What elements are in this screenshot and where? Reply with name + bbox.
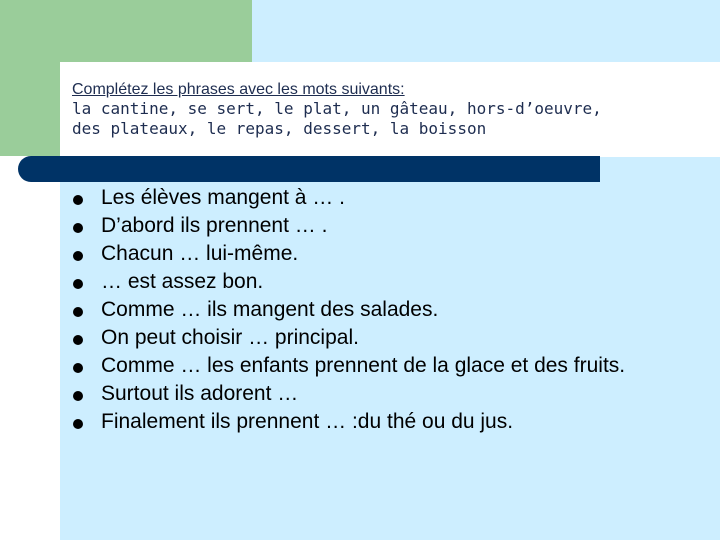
sentence-text: Surtout ils adorent … <box>101 382 299 405</box>
bullet-icon <box>73 195 83 205</box>
list-item <box>72 242 702 266</box>
list-item <box>72 382 702 406</box>
bullet-icon <box>73 419 83 429</box>
instruction-heading: Complétez les phrases avec les mots suivants: <box>72 81 405 98</box>
sentence-text: Comme … les enfants prennent de la glace et des fruits. <box>101 354 626 377</box>
bullet-icon <box>73 307 83 317</box>
list-item <box>72 270 702 294</box>
sentence-text: D’abord ils prennent … . <box>101 214 328 237</box>
sentence-text: Chacun … lui-même. <box>101 242 299 265</box>
sentence-text: On peut choisir … principal. <box>101 326 359 349</box>
divider-bar <box>18 156 600 182</box>
bullet-icon <box>73 223 83 233</box>
bullet-icon <box>73 279 83 289</box>
sentence-text: Les élèves mangent à … . <box>101 186 345 209</box>
list-item <box>72 326 702 350</box>
word-list-line-1: la cantine, se sert, le plat, un gâteau, hors-d’oeuvre, <box>72 99 602 118</box>
sentence-list <box>72 186 702 434</box>
bullet-icon <box>73 251 83 261</box>
sentence-text: … est assez bon. <box>101 270 264 293</box>
word-list-line-2: des plateaux, le repas, dessert, la boisson <box>72 119 487 138</box>
list-item <box>72 410 702 434</box>
sentence-text: Comme … ils mangent des salades. <box>101 298 439 321</box>
bullet-icon <box>73 335 83 345</box>
bullet-icon <box>73 363 83 373</box>
list-item <box>72 214 702 238</box>
instruction-block <box>72 80 632 139</box>
list-item <box>72 298 702 322</box>
list-item <box>72 354 702 378</box>
bullet-icon <box>73 391 83 401</box>
sentence-text: Finalement ils prennent … :du thé ou du jus. <box>101 410 514 433</box>
list-item <box>72 186 702 210</box>
